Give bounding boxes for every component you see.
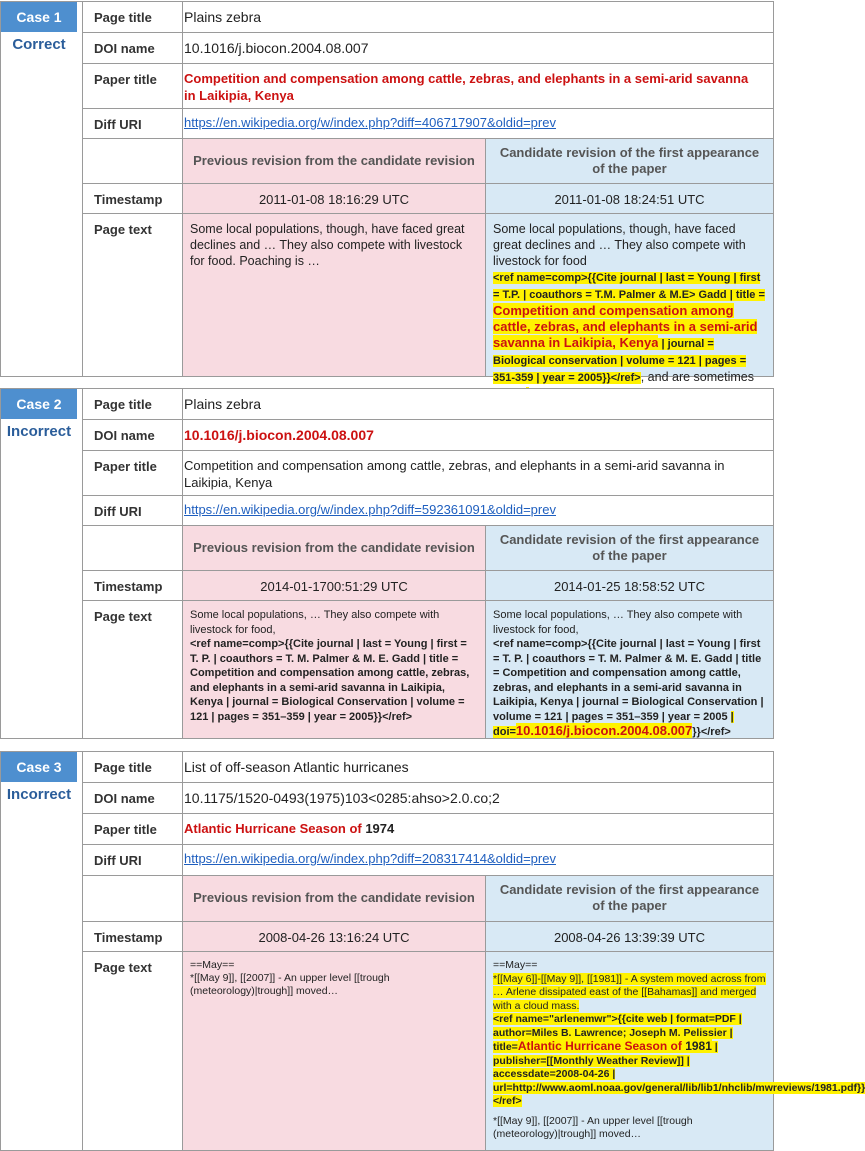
- page-text-row: [83, 601, 773, 738]
- case-3-side: [1, 752, 83, 1150]
- timestamp-row: [83, 922, 773, 952]
- timestamp-row: [83, 571, 773, 601]
- page-text-label: Page text: [83, 214, 183, 376]
- cand-timestamp: 2011-01-08 18:24:51 UTC: [554, 192, 705, 207]
- prev-timestamp: 2014-01-1700:51:29 UTC: [260, 579, 408, 594]
- case-2-side: [1, 389, 83, 738]
- page-title-label: Page title: [83, 2, 183, 32]
- paper-title-row: [83, 814, 773, 845]
- doi-row: [83, 783, 773, 814]
- case-2-tab: Case 2: [1, 389, 77, 419]
- timestamp-label: Timestamp: [83, 184, 183, 213]
- doi-row: [83, 420, 773, 451]
- page-title-row: [83, 752, 773, 783]
- page-title-value: List of off-season Atlantic hurricanes: [184, 759, 409, 775]
- prev-page-text: Some local populations, … They also compete with livestock for food, <ref name=comp>{{Cite journal | last = Young | first = T. P. | coauthors = T. M. Palmer & M. E. Gadd | title = Competition and compensation among cattle, zebras, and elephants in a semi-arid savanna in Laikipia, Kenya | journal = Biological Conservation | volume = 121 | pages = 351–359 | year = 2005}}</ref>: [190, 609, 470, 723]
- diff-uri-row: [83, 496, 773, 526]
- prev-revision-header: Previous revision from the candidate revision: [193, 540, 475, 555]
- prev-timestamp: 2008-04-26 13:16:24 UTC: [258, 930, 410, 945]
- diff-uri-row: [83, 845, 773, 876]
- diff-uri-link[interactable]: https://en.wikipedia.org/w/index.php?diff=208317414&oldid=prev: [184, 851, 556, 866]
- cand-page-text: ==May== *[[May 6]]-[[May 9]], [[1981]] - A system moved across from … Arlene dissipated east of the [[Bahamas]] and merged with a cloud mass. <ref name="arlenemwr">{{cite web | format=PDF | author=Miles B. Lawrence; Joseph M. Pelissier | title=Atlantic Hurricane Season of 1981 | publisher=[[Monthly Weather Review]] | accessdate=2008-04-26 | url=http://www.aoml.noaa.gov/general/lib/lib1/nhclib/mwreviews/1981.pdf}}</ref> *[[May 9]], [[2007]] - An upper level [[trough (meteorology)|trough]] moved…: [493, 959, 865, 1140]
- page-text-label: Page text: [83, 601, 183, 738]
- diff-uri-label: Diff URI: [83, 109, 183, 138]
- paper-title-value: Atlantic Hurricane Season of 1974: [184, 821, 395, 836]
- timestamp-label: Timestamp: [83, 571, 183, 600]
- case-2-grid: [83, 389, 773, 738]
- column-header-row: [83, 876, 773, 922]
- cand-revision-header: Candidate revision of the first appearance of the paper: [499, 145, 760, 176]
- prev-revision-header: Previous revision from the candidate revision: [193, 890, 475, 905]
- case-3-panel: [0, 751, 865, 1151]
- doi-label: DOI name: [83, 420, 183, 450]
- doi-value: 10.1016/j.biocon.2004.08.007: [184, 40, 369, 56]
- doi-row: [83, 33, 773, 64]
- cand-revision-header: Candidate revision of the first appearance of the paper: [499, 532, 760, 563]
- case-3-grid: [83, 752, 865, 1150]
- page-title-row: [83, 389, 773, 420]
- paper-title-row: [83, 64, 773, 109]
- paper-title-label: Paper title: [83, 64, 183, 108]
- page-title-row: [83, 2, 773, 33]
- case-2-panel: [0, 388, 774, 739]
- doi-label: DOI name: [83, 783, 183, 813]
- case-2-verdict: Incorrect: [6, 423, 72, 440]
- case-1-grid: [83, 2, 773, 384]
- paper-title-value: Competition and compensation among cattle, zebras, and elephants in a semi-arid savanna in Laikipia, Kenya: [184, 71, 749, 103]
- paper-title-label: Paper title: [83, 451, 183, 495]
- page-text-label: Page text: [83, 952, 183, 1150]
- page-title-label: Page title: [83, 752, 183, 782]
- page-text-row: [83, 952, 865, 1150]
- paper-title-row: [83, 451, 773, 496]
- cand-page-text: Some local populations, … They also compete with livestock for food, <ref name=comp>{{Cite journal | last = Young | first = T. P. | coauthors = T. M. Palmer & M. E. Gadd | title = Competition and compensation among cattle, zebras, and elephants in a semi-arid savanna in Laikipia, Kenya | journal = Biological Conservation | volume = 121 | pages = 351–359 | year = 2005 | doi=10.1016/j.biocon.2004.08.007}}</ref>: [493, 609, 764, 738]
- doi-label: DOI name: [83, 33, 183, 63]
- diff-uri-row: [83, 109, 773, 139]
- case-3-tab: Case 3: [1, 752, 77, 782]
- cand-page-text: Some local populations, though, have faced great declines and … They also compete with livestock for food <ref name=comp>{{Cite journal | last = Young | first = T.P. | coauthors = T.M. Palmer & M.E> Gadd | title = Competition and compensation among cattle, zebras, and elephants in a semi-arid savanna in Laikipia, Kenya | journal = Biological conservation | volume = 121 | pages = 351-359 | year = 2005}}</ref>, and are sometimes: [486, 214, 773, 402]
- column-header-row: [83, 139, 773, 184]
- paper-title-label: Paper title: [83, 814, 183, 844]
- doi-value: 10.1175/1520-0493(1975)103<0285:ahso>2.0.co;2: [184, 790, 500, 806]
- diff-uri-label: Diff URI: [83, 496, 183, 525]
- timestamp-row: [83, 184, 773, 214]
- prev-revision-header: Previous revision from the candidate revision: [193, 153, 475, 168]
- timestamp-label: Timestamp: [83, 922, 183, 951]
- case-1-verdict: Correct: [12, 36, 66, 53]
- prev-page-text: ==May== *[[May 9]], [[2007]] - An upper level [[trough (meteorology)|trough]] moved…: [190, 959, 390, 997]
- page-title-value: Plains zebra: [184, 9, 262, 25]
- diff-uri-link[interactable]: https://en.wikipedia.org/w/index.php?diff=592361091&oldid=prev: [184, 502, 556, 517]
- prev-timestamp: 2011-01-08 18:16:29 UTC: [258, 192, 410, 207]
- page-text-row: [83, 214, 773, 384]
- case-1-panel: [0, 1, 774, 384]
- column-header-row: [83, 526, 773, 571]
- doi-value: 10.1016/j.biocon.2004.08.007: [184, 427, 374, 443]
- paper-title-value: Competition and compensation among cattle, zebras, and elephants in a semi-arid savanna in Laikipia, Kenya: [184, 458, 725, 490]
- cand-revision-header: Candidate revision of the first appearance of the paper: [499, 882, 760, 913]
- diff-uri-label: Diff URI: [83, 845, 183, 875]
- page-title-label: Page title: [83, 389, 183, 419]
- prev-page-text: Some local populations, though, have faced great declines and … They also compete with livestock for food. Poaching is …: [190, 222, 465, 268]
- diff-uri-link[interactable]: https://en.wikipedia.org/w/index.php?diff=406717907&oldid=prev: [184, 115, 556, 130]
- case-3-verdict: Incorrect: [6, 786, 72, 803]
- case-1-tab: Case 1: [1, 2, 77, 32]
- case-1-side: [1, 2, 83, 376]
- page-title-value: Plains zebra: [184, 396, 262, 412]
- cand-timestamp: 2008-04-26 13:39:39 UTC: [553, 930, 706, 945]
- cand-timestamp: 2014-01-25 18:58:52 UTC: [553, 579, 706, 594]
